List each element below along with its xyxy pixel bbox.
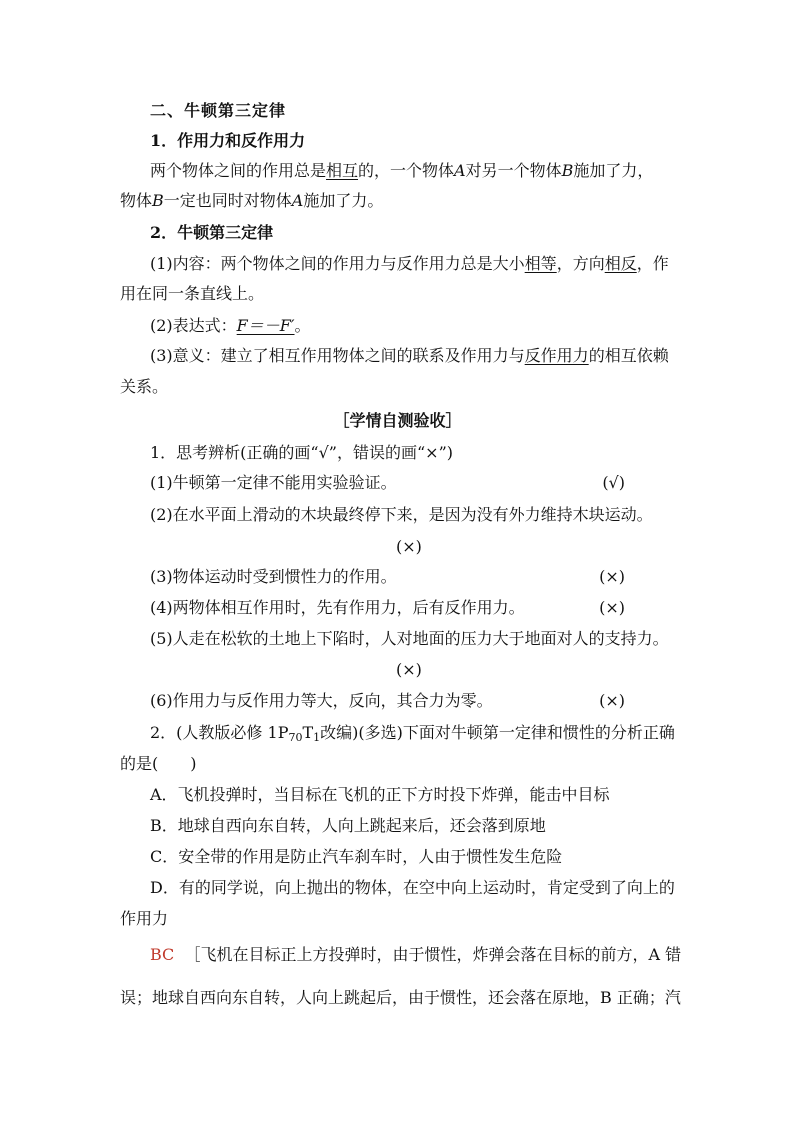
judge-answer: (×) (599, 567, 625, 586)
subsection-title-1: 1．作用力和反作用力 (150, 131, 306, 150)
judge-answer: (×) (599, 598, 625, 617)
option-d: D．有的同学说，向上抛出的物体，在空中向上运动时，肯定受到了向上的 (150, 878, 675, 897)
blank-answer-reaction: 反作用力 (524, 346, 589, 365)
judge-answer: (×) (396, 660, 422, 679)
question-2-stem-line2: 的是( ) (120, 754, 197, 773)
law-meaning-line1: (3)意义：建立了相互作用物体之间的联系及作用力与反作用力的相互依赖 (150, 346, 669, 365)
judge-item-3: (3)物体运动时受到惯性力的作用。 (×) (150, 567, 625, 586)
paragraph-interaction-line1: 两个物体之间的作用总是相互的，一个物体A对另一个物体B施加了力， (150, 161, 654, 180)
blank-answer-opposite: 相反 (604, 254, 637, 273)
formula: F＝－F′ (236, 316, 295, 335)
law-content-line2: 用在同一条直线上。 (120, 284, 265, 303)
quiz-heading: ［学情自测验收］ (333, 411, 462, 430)
judge-answer: (√) (602, 473, 625, 492)
judge-answer: (×) (396, 537, 422, 556)
option-a: A．飞机投弹时，当目标在飞机的正下方时投下炸弹，能击中目标 (150, 785, 610, 804)
paragraph-interaction-line2: 物体B一定也同时对物体A施加了力。 (120, 191, 384, 210)
judge-item-1: (1)牛顿第一定律不能用实验验证。 (√) (150, 473, 625, 492)
section-title: 二、牛顿第三定律 (150, 101, 287, 120)
judge-item-2: (2)在水平面上滑动的木块最终停下来，是因为没有外力维持木块运动。 (150, 505, 653, 524)
blank-answer-equal: 相等 (524, 254, 557, 273)
judge-item-5: (5)人走在松软的土地上下陷时，人对地面的压力大于地面对人的支持力。 (150, 629, 669, 648)
subsection-title-2: 2．牛顿第三定律 (150, 223, 274, 242)
judge-item-6: (6)作用力与反作用力等大，反向，其合力为零。 (×) (150, 691, 625, 710)
option-c: C．安全带的作用是防止汽车刹车时，人由于惯性发生危险 (150, 847, 563, 866)
question-2-stem-line1: 2．(人教版必修 $1P_{70}T_1$改编)(多选)下面对牛顿第一定律和惯性的分析正确 (150, 723, 675, 744)
blank-answer-mutual: 相互 (326, 161, 359, 180)
law-expression: (2)表达式：F＝－F′。 (150, 316, 311, 335)
question-1-title: 1．思考辨析(正确的画“√”，错误的画“×”) (150, 443, 453, 462)
judge-answer: (×) (599, 691, 625, 710)
solution-line2: 误；地球自西向东自转，人向上跳起后，由于惯性，还会落在原地，B 正确；汽 (120, 988, 681, 1007)
law-content-line1: (1)内容：两个物体之间的作用力与反作用力总是大小相等，方向相反，作 (150, 254, 669, 273)
solution-line1: BC ［飞机在目标正上方投弹时，由于惯性，炸弹会落在目标的前方，A 错 (150, 945, 682, 964)
answer-key: BC (150, 945, 175, 964)
judge-item-4: (4)两物体相互作用时，先有作用力，后有反作用力。 (×) (150, 598, 625, 617)
option-d-continued: 作用力 (120, 909, 169, 928)
law-meaning-line2: 关系。 (120, 377, 169, 396)
option-b: B．地球自西向东自转，人向上跳起来后，还会落到原地 (150, 816, 546, 835)
